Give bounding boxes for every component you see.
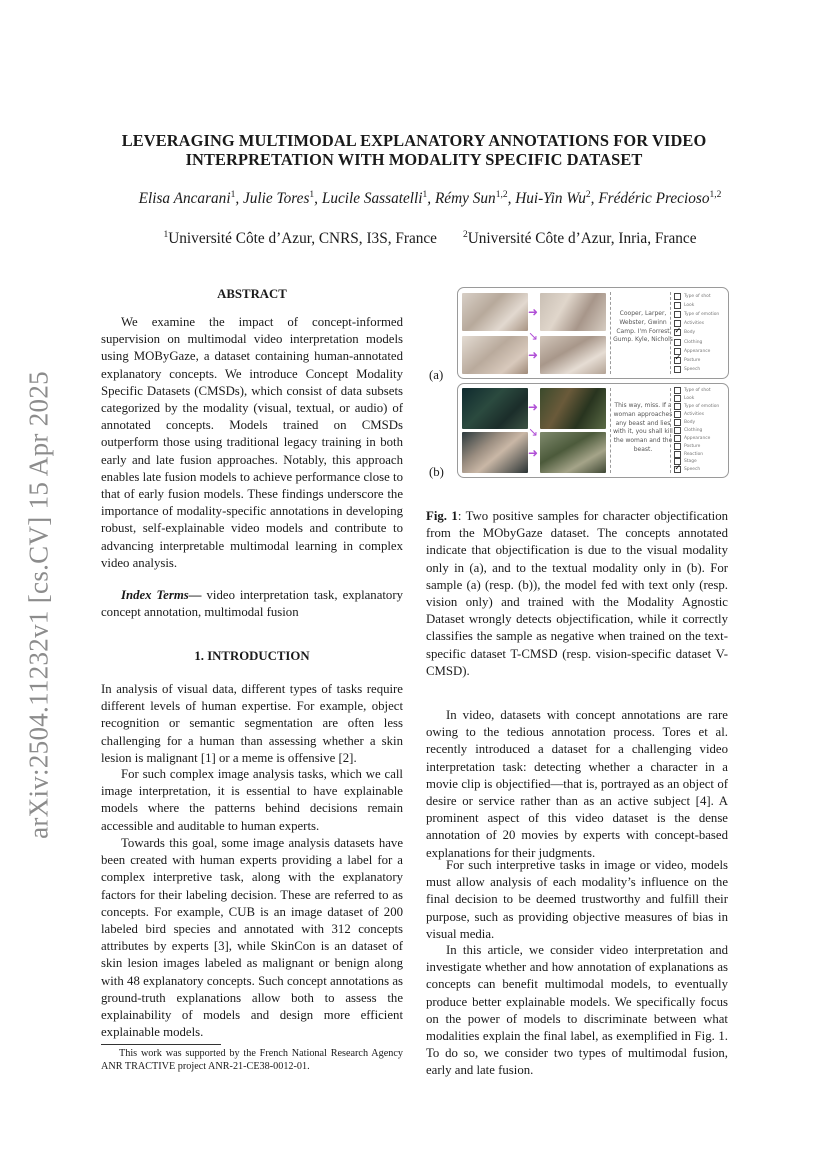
concept-item — [674, 466, 732, 474]
checkbox-icon — [674, 311, 681, 318]
checkbox-icon — [674, 387, 681, 394]
author-name: Julie Tores — [242, 190, 310, 207]
arrow-right-icon: ➜ — [528, 400, 539, 414]
arrow-right-icon: ➜ — [528, 305, 539, 319]
introduction-heading: 1. INTRODUCTION — [194, 649, 310, 663]
dashed-separator — [610, 388, 611, 473]
checkbox-icon — [674, 411, 681, 418]
abstract-heading: ABSTRACT — [217, 287, 287, 301]
concept-item — [674, 411, 732, 419]
checkbox-icon — [674, 339, 681, 346]
checkbox-icon — [674, 451, 681, 458]
concept-label: Reaction — [684, 451, 704, 457]
figure-caption-label: Fig. 1 — [426, 509, 458, 523]
concept-label: Body — [684, 330, 696, 336]
concept-item — [674, 419, 732, 427]
video-frame-thumbnail — [462, 432, 528, 473]
title-line-1: LEVERAGING MULTIMODAL EXPLANATORY ANNOTATIONS FOR VIDEO — [121, 131, 707, 150]
checkbox-icon — [674, 435, 681, 442]
concept-item — [674, 292, 732, 301]
checkbox-icon — [674, 419, 681, 426]
checkbox-checked-icon — [674, 466, 681, 473]
checkbox-icon — [674, 395, 681, 402]
concept-item — [674, 347, 732, 356]
affiliation-text: Université Côte d’Azur, Inria, France — [467, 230, 697, 247]
author-affil-sup: 1 — [230, 190, 236, 200]
concept-item — [674, 319, 732, 328]
concept-label: Activities — [684, 412, 705, 418]
video-frame-thumbnail — [462, 293, 528, 331]
author-affil-sup: 2 — [585, 190, 591, 200]
concept-item — [674, 356, 732, 365]
author-affil-sup: 1,2 — [495, 190, 508, 200]
concept-label: Posture — [684, 443, 701, 449]
abstract-text: We examine the impact of concept-informed supervision on multimodal video interpretation models using MOByGaze, a dataset containing human-annotated explanatory concepts. We introduce Concept Modality Specific Datasets (CMSDs), which consist of data subsets categorized by the modality (visual, textual, or audio) of annotated concepts. Models trained on CMSDs outperform those using traditional legacy training in both early and late fusion approaches. Notably, this approach enables late fusion models to achieve performance close to that of early fusion models. These findings underscore the importance of modality-specific annotations in developing robust, self-explainable video models and contribute to advancing interpretable multimodal learning in complex video analysis. — [101, 315, 403, 570]
dashed-separator — [610, 292, 611, 374]
subtitle-text: Cooper, Larper, Webster, Gwinn Camp. I'm Forrest Gump. Kyle, Nichols — [613, 310, 673, 344]
checkbox-icon — [674, 403, 681, 410]
checkbox-icon — [674, 366, 681, 373]
checkbox-icon — [674, 302, 681, 309]
figure-panel-a — [457, 287, 729, 379]
concept-item — [674, 450, 732, 458]
concept-label: Look — [684, 303, 695, 309]
arrow-down-right-icon: ↘ — [528, 329, 539, 343]
intro-paragraph-2: For such complex image analysis tasks, which we call image interpretation, it is essential to have explainable models where the patterns behind decisions remain accessible and auditable to human experts. — [101, 767, 403, 833]
arrow-down-right-icon: ↘ — [528, 425, 539, 439]
dashed-separator — [670, 292, 671, 374]
figure-label-a: (a) — [429, 368, 444, 382]
concept-label: Type of emotion — [684, 404, 720, 410]
index-terms-text: video interpretation task, explanatory concept annotation, multimodal fusion — [101, 588, 403, 620]
right-paragraph-3: In this article, we consider video interpretation and investigate whether and how annotation of explanations as concepts can benefit multimodal models, to eventually produce better explainable models. We specifically focus on the power of models to discriminate between what modalities explain the final label, as exemplified in Fig. 1. To do so, we consider two types of multimodal fusion, early and late fusion. — [426, 943, 728, 1078]
concept-item — [674, 458, 732, 466]
concept-label: Type of emotion — [684, 312, 720, 318]
figure-label-b: (b) — [429, 465, 444, 479]
title-line-2: INTERPRETATION WITH MODALITY SPECIFIC DATASET — [185, 150, 643, 169]
arxiv-stamp-text: arXiv:2504.11232v1 [cs.CV] 15 Apr 2025 — [23, 371, 54, 839]
concept-checklist — [674, 387, 732, 474]
concept-item — [674, 301, 732, 310]
paper-title — [100, 131, 728, 169]
dashed-separator — [670, 388, 671, 473]
checkbox-checked-icon — [674, 329, 681, 336]
checkbox-icon — [674, 427, 681, 434]
arxiv-identifier-stamp — [14, 360, 64, 850]
concept-item — [674, 387, 732, 395]
subtitle-text: This way, miss. If a woman approaches any beast and lies with it, you shall kill the woman and the beast. — [613, 402, 673, 453]
arrow-right-icon: ➜ — [528, 446, 539, 460]
author-name: Hui-Yin Wu — [515, 190, 586, 207]
concept-item — [674, 442, 732, 450]
author-name: Lucile Sassatelli — [321, 190, 423, 207]
right-paragraph-2: For such interpretive tasks in image or video, models must allow analysis of each modality’s influence on the final decision to be deemed trustworthy and fulfill their purpose, such as providing objective measures of bias in visual media. — [426, 858, 728, 941]
concept-label: Speech — [684, 366, 701, 372]
author-name: Frédéric Precioso — [598, 190, 710, 207]
affiliation-sup: 2 — [462, 230, 468, 240]
author-list: Elisa Ancarani$^1$, Julie Tores$^1$, Lucile Sassatelli$^1$, Rémy Sun$^{1,2}$, Hui-Yin Wu$^2$, Frédéric Precioso$^{1,2}$ — [138, 190, 722, 207]
concept-label: Type of shot — [684, 388, 711, 394]
figure-caption — [426, 508, 728, 680]
video-frame-thumbnail — [540, 432, 606, 473]
concept-item — [674, 395, 732, 403]
author-name: Rémy Sun — [434, 190, 496, 207]
video-frame-thumbnail — [462, 336, 528, 374]
concept-label: Posture — [684, 357, 701, 363]
video-frame-thumbnail — [540, 336, 606, 374]
author-affil-sup: 1 — [309, 190, 315, 200]
video-frame-thumbnail — [540, 293, 606, 331]
footnote-rule — [101, 1044, 221, 1045]
arrow-right-icon: ➜ — [528, 348, 539, 362]
concept-item — [674, 365, 732, 374]
concept-label: Type of shot — [684, 294, 711, 300]
concept-label: Speech — [684, 467, 701, 473]
concept-item — [674, 337, 732, 346]
concept-label: Stage — [684, 459, 697, 465]
concept-label: Appearance — [684, 348, 711, 354]
concept-label: Body — [684, 420, 696, 425]
concept-checklist — [674, 292, 732, 374]
concept-item — [674, 310, 732, 319]
affiliation-list — [60, 230, 800, 248]
author-name: Elisa Ancarani — [138, 190, 231, 207]
figure-panel-b — [457, 383, 729, 478]
affiliation-text: Université Côte d’Azur, CNRS, I3S, France — [168, 230, 437, 247]
concept-label: Look — [684, 396, 695, 402]
checkbox-icon — [674, 293, 681, 300]
index-terms — [101, 587, 403, 621]
intro-paragraph-3: Towards this goal, some image analysis datasets have been created with human experts providing a label for a complex interpretive task, along with the explanatory factors for their labeling decision. These are referred to as concepts. For example, CUB is an image dataset of 200 labeled bird species and annotated with 312 concepts attributes by experts [3], while SkinCon is an dataset of skin lesion images labeled as malignant or benign along with 48 explanatory concepts. Such concept annotations as ground-truth explanations allow both to assess the explainability of models and design more efficient explainable models. — [101, 836, 403, 1040]
right-paragraph-1: In video, datasets with concept annotations are rare owing to the tedious annotation process. Tores et al. recently introduced a dataset for a challenging video interpretation task: detecting whether a character in a movie clip is objectified—that is, portrayed as an object of desire or service rather than as an active subject [4]. A prominent aspect of this video dataset is the dense annotation of 20 movies by experts with concept-based explanations for their judgments. — [426, 708, 728, 860]
video-frame-thumbnail — [462, 388, 528, 429]
checkbox-checked-icon — [674, 357, 681, 364]
concept-item — [674, 426, 732, 434]
index-terms-label: Index Terms— — [121, 588, 202, 602]
concept-label: Activities — [684, 321, 705, 327]
author-affil-sup: 1,2 — [709, 190, 722, 200]
concept-item — [674, 403, 732, 411]
figure-caption-text: : Two positive samples for character objectification from the MObyGaze dataset. The concepts annotated indicate that objectification is due to the visual modality only in (a), and to the textual modality only in (b). For sample (a) (resp. (b)), the model fed with text only (resp. vision only) and trained with the Modality Agnostic Dataset wrongly detects objectification, while it correctly classifies the sample as negative when trained on the text-specific dataset T-CMSD (resp. vision-specific dataset V-CMSD). — [426, 509, 728, 678]
affiliation-sup: 1 — [163, 230, 169, 240]
concept-item — [674, 328, 732, 337]
concept-label: Clothing — [684, 339, 703, 345]
footnote-text: This work was supported by the French National Research Agency ANR TRACTIVE project ANR-21-CE38-0012-01. — [101, 1048, 403, 1072]
concept-item — [674, 434, 732, 442]
footnote — [101, 1047, 403, 1073]
concept-label: Appearance — [684, 435, 711, 441]
intro-paragraph-1: In analysis of visual data, different types of tasks require different levels of human expertise. For example, object recognition or semantic segmentation are often less challenging for a human than assessing whether a skin lesion is malignant [1] or a meme is offensive [2]. — [101, 682, 403, 765]
checkbox-icon — [674, 443, 681, 450]
video-frame-thumbnail — [540, 388, 606, 429]
concept-label: Clothing — [684, 427, 703, 433]
author-affil-sup: 1 — [422, 190, 428, 200]
